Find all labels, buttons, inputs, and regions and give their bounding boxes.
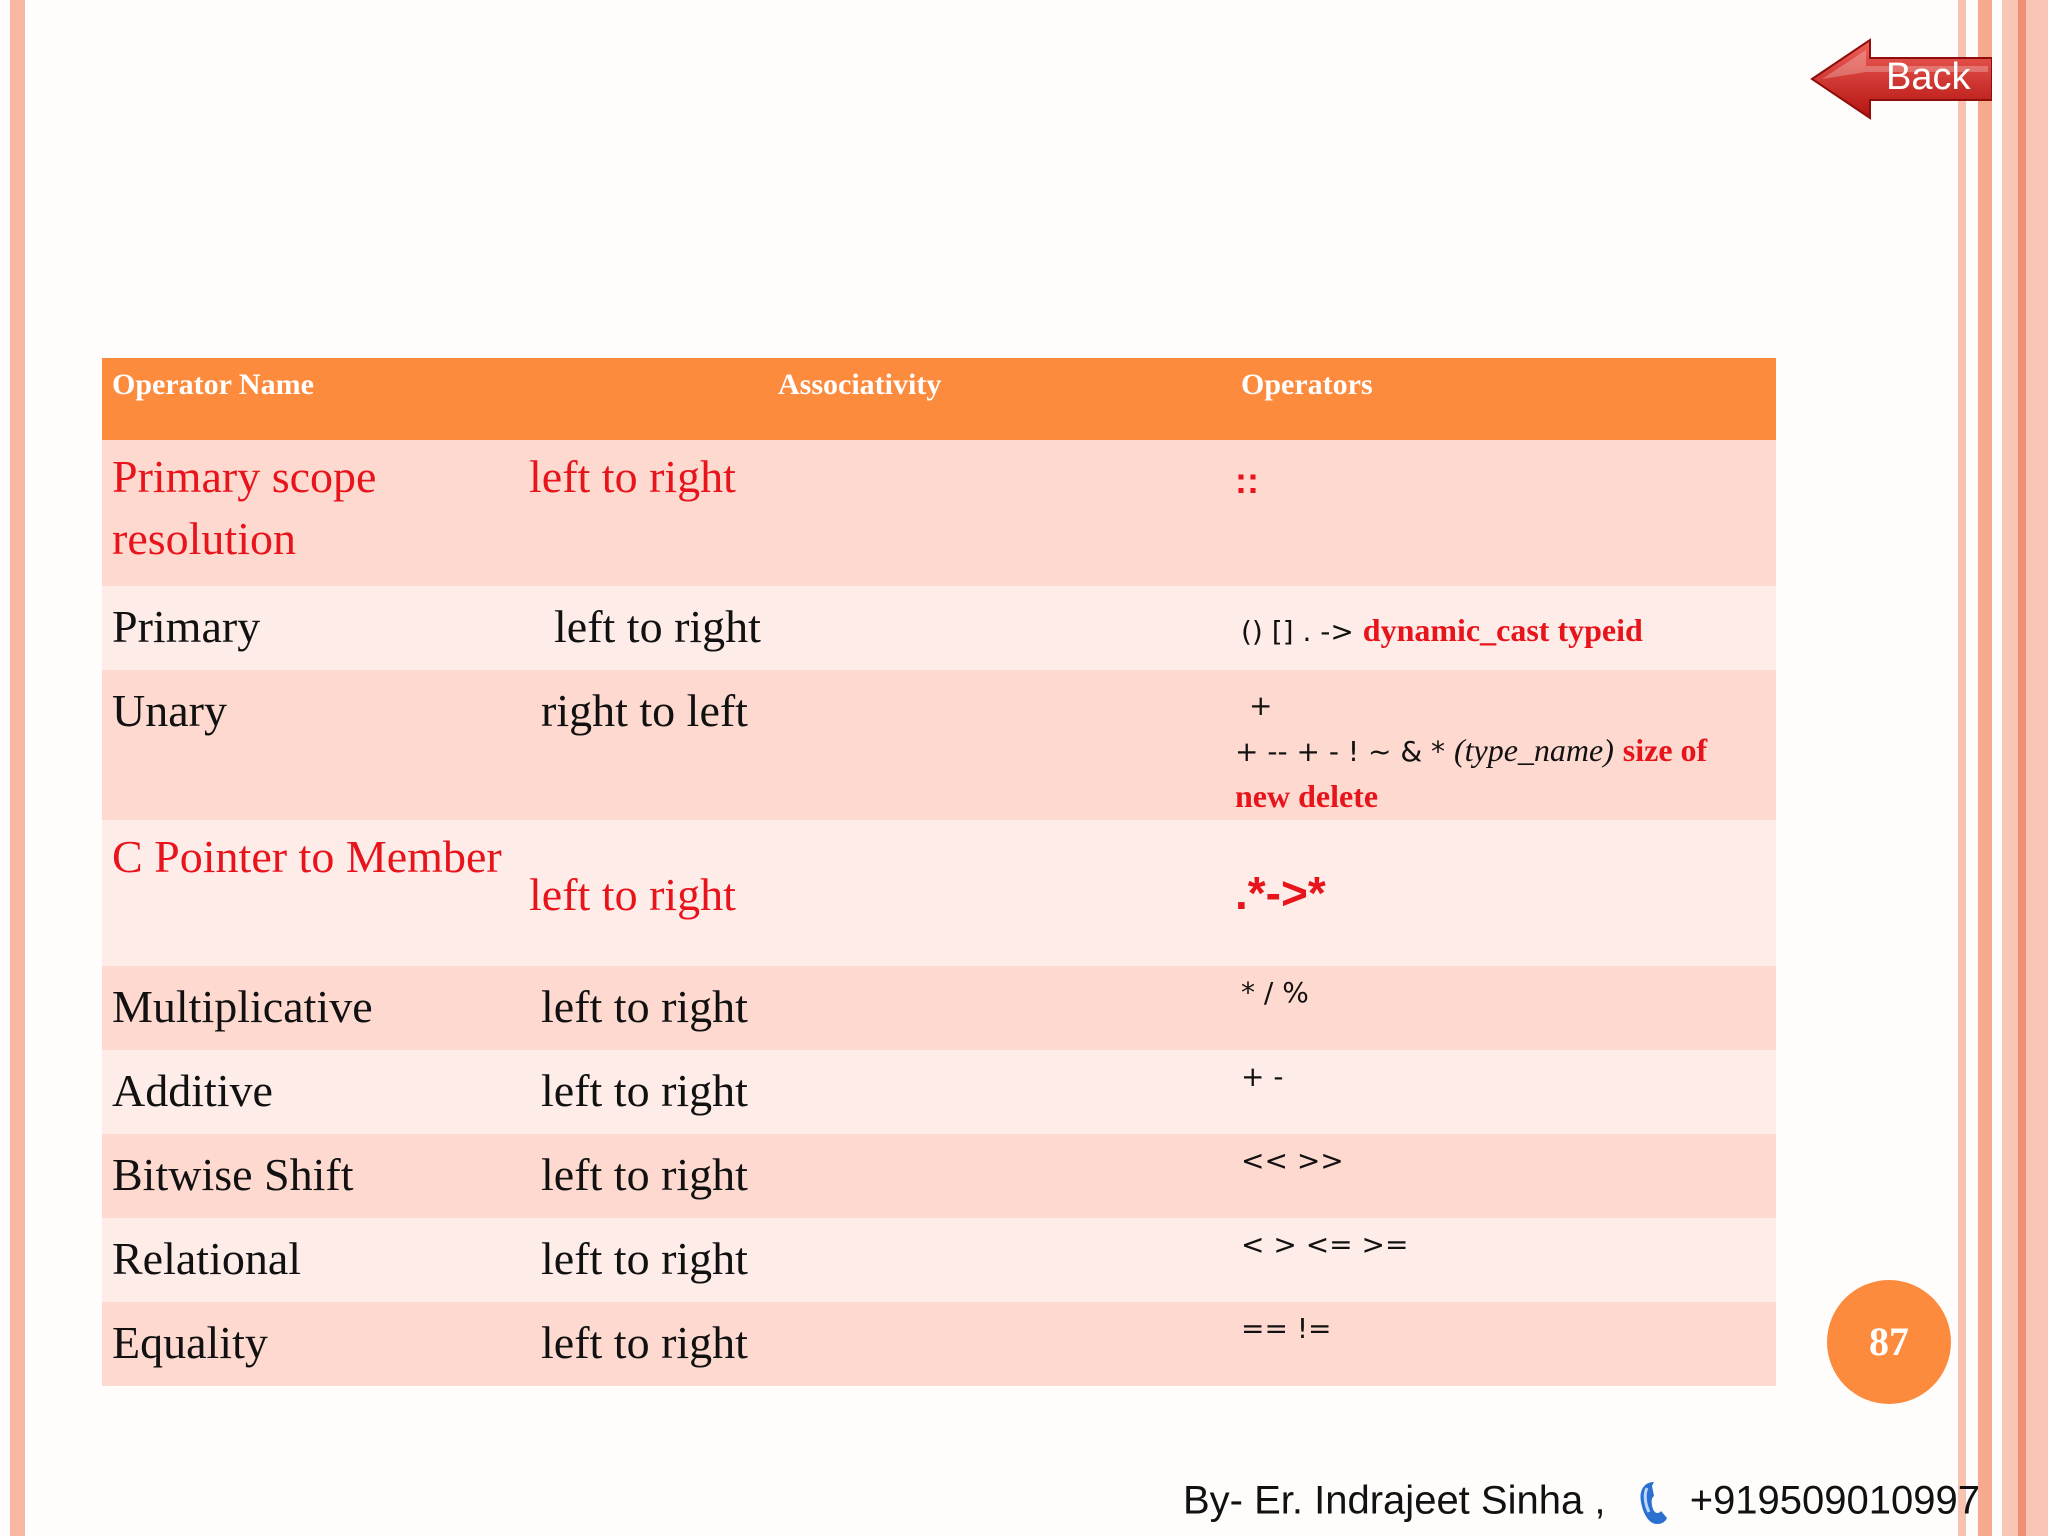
operator-name: Relational	[102, 1218, 529, 1302]
operators	[1225, 670, 1776, 820]
associativity: left to right	[529, 1050, 1225, 1134]
page-number: 87	[1827, 1280, 1951, 1404]
table-row	[102, 820, 1776, 966]
associativity: left to right	[529, 820, 1225, 966]
operator-name: C Pointer to Member	[102, 820, 529, 966]
table-row	[102, 1050, 1776, 1134]
operators: * / %	[1225, 966, 1776, 1050]
operator-name: Primary	[102, 586, 529, 670]
operators: << >>	[1225, 1134, 1776, 1218]
table-row	[102, 586, 1776, 670]
operator-name: Additive	[102, 1050, 529, 1134]
table-row	[102, 1218, 1776, 1302]
operators: < > <= >=	[1225, 1218, 1776, 1302]
header-operator-name: Operator Name	[102, 358, 529, 440]
footer-phone: +919509010997	[1689, 1478, 1981, 1523]
associativity: left to right	[529, 1218, 1225, 1302]
phone-icon	[1635, 1478, 1673, 1528]
operator-name: Bitwise Shift	[102, 1134, 529, 1218]
operators-keyword: size of new delete	[1235, 732, 1708, 814]
table-header-row	[102, 358, 1776, 440]
right-border-stripe	[1978, 0, 1992, 1536]
header-operators: Operators	[1225, 358, 1776, 440]
back-label: Back	[1886, 56, 1971, 98]
header-associativity: Associativity	[529, 358, 1225, 440]
operator-name: Multiplicative	[102, 966, 529, 1050]
table-row	[102, 1302, 1776, 1386]
associativity: left to right	[529, 586, 1225, 670]
right-border-stripe	[2018, 0, 2026, 1536]
back-button[interactable]	[1808, 36, 1992, 122]
operators	[1225, 440, 1776, 586]
table-row	[102, 670, 1776, 820]
operators-keyword: dynamic_cast typeid	[1362, 612, 1643, 648]
operator-name: Unary	[102, 670, 529, 820]
operators-type-name: (type_name)	[1453, 732, 1614, 768]
right-border-stripe	[1958, 0, 1966, 1536]
table-row	[102, 966, 1776, 1050]
associativity: left to right	[529, 966, 1225, 1050]
associativity: left to right	[529, 440, 1225, 586]
footer	[1183, 1478, 1983, 1528]
operators-value: ::	[1235, 460, 1259, 501]
operator-name: Equality	[102, 1302, 529, 1386]
operators-value: () [] . ->	[1241, 615, 1354, 648]
operator-name: Primary scope resolution	[102, 440, 529, 586]
operators-value: +	[1249, 689, 1273, 722]
table-row	[102, 440, 1776, 586]
operators	[1225, 820, 1776, 966]
associativity: right to left	[529, 670, 1225, 820]
operators-value: .*->*	[1235, 867, 1326, 919]
left-border-stripe	[10, 0, 25, 1536]
operators: + -	[1225, 1050, 1776, 1134]
operator-table	[102, 358, 1776, 1386]
table-row	[102, 1134, 1776, 1218]
associativity: left to right	[529, 1134, 1225, 1218]
operators-value: + -- + - ! ~ & *	[1235, 735, 1446, 768]
associativity: left to right	[529, 1302, 1225, 1386]
operators: == !=	[1225, 1302, 1776, 1386]
operators	[1225, 586, 1776, 670]
footer-author: By- Er. Indrajeet Sinha ,	[1183, 1478, 1606, 1523]
